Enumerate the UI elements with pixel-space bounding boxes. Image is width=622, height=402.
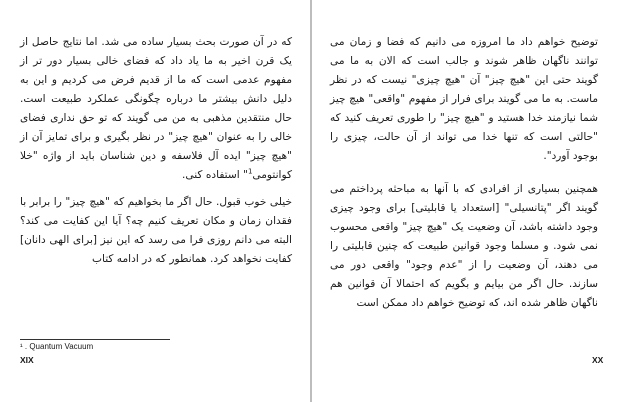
footnote-text: ¹ . Quantum Vacuum	[20, 342, 94, 351]
right-page-number: XX	[592, 355, 604, 365]
left-paragraph-1-end: " استفاده کنی.	[182, 169, 248, 181]
right-page	[312, 0, 622, 402]
left-paragraph-1-text: که در آن صورت بحث بسیار ساده می شد. اما نتایج حاصل از یک قرن اخیر به ما یاد داد که فضای خالی بسیار دور تر از مفهوم عدمی است که ما از قدیم فرض می کردیم و این به دلیل دانش بیشتر ما درباره چگونگی عملکرد طبیعت است. حال منتقدین مذهبی به من می گویند که تو حق نداری فضای خالی را به عنوان "هیچ چیز" در نظر بگیری و برای تمایز آن از "هیچ چیز" ایده آل فلاسفه و دین شناسان باید از واژه "خلا کوانتومی	[20, 36, 292, 181]
right-paragraph-2: همچنین بسیاری از افرادی که با آنها به مباحثه پرداختم می گویند اگر "پتانسیلی" [استعداد یا قابلیتی] برای وجود چیزی وجود داشته باشد، آن وضعیت یک "هیچ چیز" واقعی محسوب نمی شود. و مسلما وجود قوانین طبیعت که چنین قابلیتی را می دهند، آن وضعیت را از "عدم وجود" واقعی دور می سازند. حال اگر من بیایم و بگویم که احتمالا آن قوانین هم ناگهان ظاهر شده اند، که توضیح خواهم داد ممکن است	[330, 183, 598, 309]
right-paragraph-1: توضیح خواهم داد ما امروزه می دانیم که فضا و زمان می توانند ناگهان ظاهر شوند و جالب است که الان به ما می گویند حتی این "هیچ چیز" آن "هیچ چیزی" نیست که در نظر ماست. به ما می گویند برای فرار از مفهوم "واقعی" هیچ چیز شما نیازمند خدا هستید و "هیچ چیز" را طوری تعریف کنید که "حالتی است که تنها خدا می تواند از آن حالت، چیزی را بوجود آورد".	[330, 36, 598, 162]
left-paragraph-2: خیلی خوب قبول. حال اگر ما بخواهیم که "هیچ چیز" را برابر با فقدان زمان و مکان تعریف کنیم چه؟ آیا این کفایت می کند؟ البته می دانم روزی فرا می رسد که این نیز [برای الهی دانان] کفایت نخواهد کرد. همانطور که در ادامه کتاب	[20, 196, 292, 265]
left-page-number: XIX	[20, 355, 34, 365]
footnote-divider	[20, 339, 170, 340]
left-page-body	[20, 33, 292, 269]
left-page	[0, 0, 310, 402]
footnote-marker[interactable]: 1	[247, 167, 253, 176]
left-paragraph-1	[20, 33, 292, 185]
right-page-body	[330, 33, 598, 313]
